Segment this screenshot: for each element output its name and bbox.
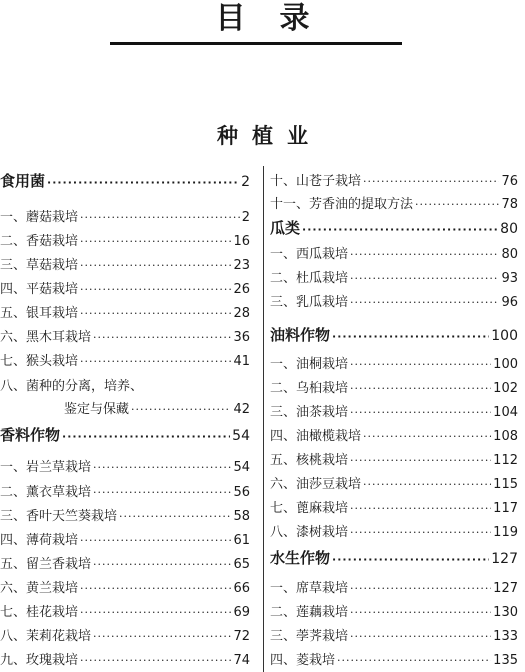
toc-page-number: 56: [233, 485, 250, 500]
toc-entry: [0, 577, 250, 596]
toc-page-number: 112: [493, 453, 518, 468]
toc-page-number: 28: [233, 306, 250, 321]
toc-entry-title: 七、蓖麻栽培: [270, 501, 349, 516]
dot-leader: [415, 198, 499, 211]
dot-leader: [93, 461, 231, 474]
toc-page-number: 26: [233, 282, 250, 297]
toc-entry: [270, 353, 518, 372]
toc-page-number: 16: [233, 234, 250, 249]
toc-page-number: 117: [493, 501, 518, 516]
dot-leader: [80, 355, 231, 368]
toc-page-number: 54: [232, 428, 250, 444]
dot-leader: [302, 223, 498, 236]
toc-entry: [270, 473, 518, 492]
dot-leader: [350, 606, 491, 619]
toc-entry-title: 二、香菇栽培: [0, 234, 79, 249]
dot-leader: [62, 430, 230, 443]
toc-entry: [0, 625, 250, 644]
toc-entry-title: 九、玫瑰栽培: [0, 653, 79, 668]
toc-page-number: 127: [493, 581, 518, 596]
toc-page-number: 130: [493, 605, 518, 620]
dot-leader: [80, 654, 231, 667]
toc-entry: [270, 243, 518, 262]
toc-entry: [0, 505, 250, 524]
toc-entry: [0, 481, 250, 500]
toc-entry-title: 一、西瓜栽培: [270, 247, 349, 262]
toc-entry: [270, 377, 518, 396]
toc-entry-title: 三、荸荠栽培: [270, 629, 349, 644]
toc-section-heading: [270, 217, 518, 238]
toc-page-number: 96: [501, 295, 518, 310]
toc-page-number: 23: [233, 258, 250, 273]
toc-entry-title: 五、银耳栽培: [0, 306, 79, 321]
toc-entry: [0, 375, 250, 394]
toc-entry-title: 瓜类: [270, 219, 301, 237]
dot-leader: [332, 553, 489, 566]
toc-page-number: 100: [491, 328, 518, 344]
toc-entry-title: 三、草菇栽培: [0, 258, 79, 273]
toc-entry: [270, 170, 518, 189]
toc-page-number: 104: [493, 405, 518, 420]
toc-entry: [270, 425, 518, 444]
dot-leader: [80, 211, 240, 224]
toc-page-number: 2: [241, 174, 250, 190]
toc-entry-title: 二、莲藕栽培: [270, 605, 349, 620]
toc-page-number: 65: [233, 557, 250, 572]
toc-entry-title: 二、杜瓜栽培: [270, 271, 349, 286]
toc-entry-title: 六、黄兰栽培: [0, 581, 79, 596]
dot-leader: [350, 406, 491, 419]
toc-entry-title: 一、席草栽培: [270, 581, 349, 596]
dot-leader: [93, 486, 231, 499]
toc-page-number: 93: [501, 271, 518, 286]
toc-entry-title: 四、薄荷栽培: [0, 533, 79, 548]
toc-page-number: 54: [233, 460, 250, 475]
toc-entry: [270, 449, 518, 468]
dot-leader: [332, 330, 489, 343]
page-title: 目录: [215, 1, 344, 36]
toc-entry-title: 一、蘑菇栽培: [0, 210, 79, 225]
toc-page-number: 69: [233, 605, 250, 620]
toc-entry-title: 十、山苍子栽培: [270, 174, 362, 189]
toc-entry: [0, 302, 250, 321]
column-divider: [263, 166, 264, 672]
toc-entry: [0, 553, 250, 572]
toc-entry-title: 八、漆树栽培: [270, 525, 349, 540]
dot-leader: [80, 283, 231, 296]
toc-page-number: 74: [233, 653, 250, 668]
toc-entry: [270, 521, 518, 540]
dot-leader: [80, 235, 231, 248]
toc-entry-title: 八、菌种的分离，培养、: [0, 379, 144, 394]
toc-page-number: 72: [233, 629, 250, 644]
toc-page-number: 41: [233, 354, 250, 369]
toc-entry-title: 香料作物: [0, 426, 61, 444]
dot-leader: [80, 582, 231, 595]
dot-leader: [363, 430, 491, 443]
toc-page-number: 100: [493, 357, 518, 372]
toc-entry: [270, 649, 518, 668]
toc-entry-title: 七、猴头栽培: [0, 354, 79, 369]
toc-entry: [270, 601, 518, 620]
toc-entry-title: 六、黑木耳栽培: [0, 330, 92, 345]
toc-page-number: 66: [233, 581, 250, 596]
dot-leader: [350, 502, 491, 515]
toc-entry-title: 食用菌: [0, 172, 46, 190]
dot-leader: [350, 272, 499, 285]
toc-entry-title: 五、留兰香栽培: [0, 557, 92, 572]
dot-leader: [80, 606, 231, 619]
toc-entry: [270, 267, 518, 286]
toc-entry-title: 七、桂花栽培: [0, 605, 79, 620]
toc-page-number: 61: [233, 533, 250, 548]
dot-leader: [93, 630, 231, 643]
toc-entry: [270, 577, 518, 596]
toc-entry-title: 三、乳瓜栽培: [270, 295, 349, 310]
toc-entry: [0, 326, 250, 345]
toc-entry: [270, 291, 518, 310]
toc-page-number: 80: [501, 247, 518, 262]
toc-entry-title: 油料作物: [270, 326, 331, 344]
toc-page-number: 58: [233, 509, 250, 524]
section-title: 种植业: [217, 124, 322, 148]
dot-leader: [337, 654, 491, 667]
dot-leader: [350, 248, 499, 261]
dot-leader: [363, 175, 499, 188]
dot-leader: [350, 296, 499, 309]
toc-entry: [270, 193, 518, 212]
toc-entry: [0, 529, 250, 548]
toc-section-heading: [270, 547, 518, 568]
toc-entry-title: 八、茉莉花栽培: [0, 629, 92, 644]
toc-entry-title: 五、核桃栽培: [270, 453, 349, 468]
dot-leader: [80, 259, 231, 272]
toc-page-number: 108: [493, 429, 518, 444]
toc-entry: [0, 398, 250, 417]
dot-leader: [119, 510, 231, 523]
toc-entry: [0, 350, 250, 369]
toc-page-number: 36: [233, 330, 250, 345]
toc-entry: [270, 625, 518, 644]
dot-leader: [350, 582, 491, 595]
toc-entry-title: 二、薰衣草栽培: [0, 485, 92, 500]
toc-entry: [0, 254, 250, 273]
dot-leader: [80, 307, 231, 320]
toc-page-number: 102: [493, 381, 518, 396]
dot-leader: [93, 558, 231, 571]
toc-entry-title: 一、油桐栽培: [270, 357, 349, 372]
toc-page-number: 127: [491, 551, 518, 567]
dot-leader: [363, 478, 491, 491]
dot-leader: [350, 630, 491, 643]
toc-entry-title: 四、油橄榄栽培: [270, 429, 362, 444]
toc-entry: [0, 230, 250, 249]
dot-leader: [47, 176, 239, 189]
toc-page-number: 78: [501, 197, 518, 212]
title-underline: [110, 42, 402, 45]
toc-entry: [270, 497, 518, 516]
toc-entry: [0, 456, 250, 475]
toc-entry-title: 十一、芳香油的提取方法: [270, 197, 414, 212]
toc-page-number: 42: [233, 402, 250, 417]
dot-leader: [93, 331, 231, 344]
toc-entry-title: 鉴定与保藏: [64, 402, 130, 417]
toc-entry: [270, 401, 518, 420]
toc-entry-title: 四、平菇栽培: [0, 282, 79, 297]
dot-leader: [80, 534, 231, 547]
toc-entry-title: 二、乌桕栽培: [270, 381, 349, 396]
toc-page-number: 135: [493, 653, 518, 668]
toc-entry-title: 水生作物: [270, 549, 331, 567]
toc-section-heading: [0, 170, 250, 191]
toc-entry: [0, 601, 250, 620]
toc-page-number: 115: [493, 477, 518, 492]
dot-leader: [350, 454, 491, 467]
dot-leader: [350, 382, 491, 395]
toc-entry-title: 六、油莎豆栽培: [270, 477, 362, 492]
toc-page-number: 119: [493, 525, 518, 540]
toc-page-number: 80: [500, 221, 518, 237]
toc-page-number: 133: [493, 629, 518, 644]
dot-leader: [131, 403, 231, 416]
toc-section-heading: [270, 324, 518, 345]
toc-entry: [0, 278, 250, 297]
dot-leader: [350, 358, 491, 371]
dot-leader: [350, 526, 491, 539]
toc-page-number: 2: [241, 210, 250, 225]
toc-entry-title: 四、菱栽培: [270, 653, 336, 668]
toc-entry-title: 一、岩兰草栽培: [0, 460, 92, 475]
toc-page-number: 76: [501, 174, 518, 189]
toc-entry-title: 三、香叶天竺葵栽培: [0, 509, 118, 524]
toc-entry-title: 三、油茶栽培: [270, 405, 349, 420]
toc-section-heading: [0, 424, 250, 445]
toc-entry: [0, 206, 250, 225]
toc-entry: [0, 649, 250, 668]
